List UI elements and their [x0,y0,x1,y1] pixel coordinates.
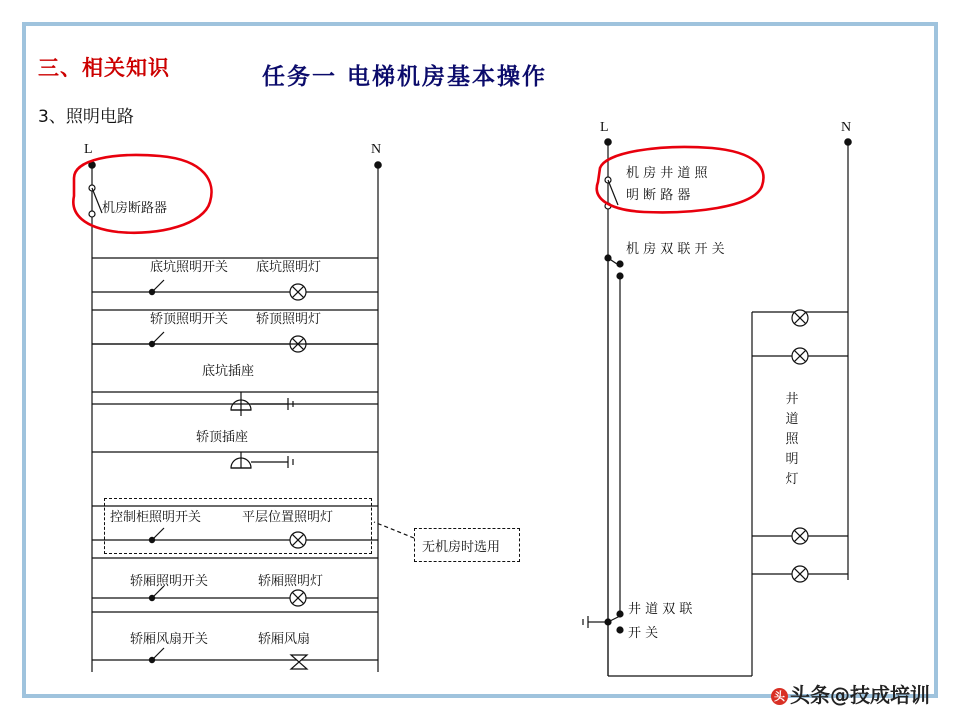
machine-room-two-way-switch-label: 机 房 双 联 开 关 [626,242,725,257]
left-row-6-device-label: 轿厢风扇 [258,632,311,647]
right-breaker-label-line1: 机 房 井 道 照 [626,166,708,181]
left-rail-label-live: L [84,142,93,157]
shaft-two-way-switch-label-line2: 开 关 [628,626,659,641]
left-row-4-device-label: 平层位置照明灯 [242,510,334,525]
left-breaker-label: 机房断路器 [102,201,168,216]
right-breaker-label-line2: 明 断 路 器 [626,188,691,203]
left-rail-label-neutral: N [371,142,382,157]
watermark-text: 头条@技成培训 [790,683,930,707]
left-row-1-device-label: 轿顶照明灯 [256,312,322,327]
shaft-two-way-switch-label-line1: 井 道 双 联 [628,602,693,617]
section-title: 三、相关知识 [38,56,170,80]
page-title: 任务一 电梯机房基本操作 [262,64,548,90]
subtitle: 3、照明电路 [38,107,134,127]
watermark [771,679,930,708]
left-row-0-switch-label: 底坑照明开关 [150,260,229,275]
left-row-5-switch-label: 轿厢照明开关 [130,574,209,589]
right-rail-label-live: L [600,120,609,135]
callout-label: 无机房时选用 [422,540,501,555]
shaft-lamp-column-label: 井道照明灯 [785,392,799,487]
left-row-1-switch-label: 轿顶照明开关 [150,312,229,327]
left-row-4-switch-label: 控制柜照明开关 [110,510,202,525]
circle-red-icon: 头 [771,688,788,705]
right-rail-label-neutral: N [841,120,852,135]
left-row-3-device-label: 轿顶插座 [196,430,249,445]
left-row-5-device-label: 轿厢照明灯 [258,574,324,589]
left-row-2-device-label: 底坑插座 [202,364,255,379]
left-row-6-switch-label: 轿厢风扇开关 [130,632,209,647]
left-row-0-device-label: 底坑照明灯 [256,260,322,275]
